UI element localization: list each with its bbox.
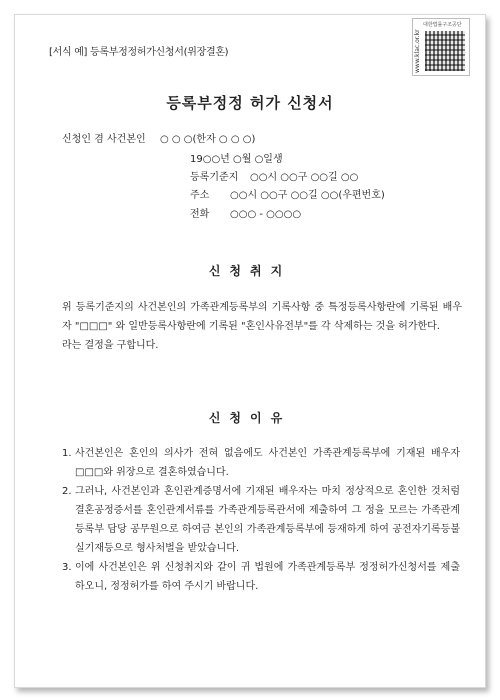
- purpose-paragraph: 위 등록기준지의 사건본인의 가족관계등록부의 기록사항 중 특정등록사항란에 기록된 배우자 "□□□" 와 일반등록사항란에 기록된 "혼인사유전부"를 각 삭제하는 것을 허가한다.: [62, 302, 462, 332]
- reason-number: 3.: [62, 562, 72, 573]
- applicant-name: ○ ○ ○(한자 ○ ○ ○): [160, 134, 256, 145]
- reasons-list: [62, 444, 460, 596]
- phone-label: 전화: [190, 209, 210, 220]
- purpose-body: [62, 298, 462, 355]
- applicant-registry: [190, 168, 358, 183]
- applicant-address: [190, 186, 385, 201]
- reason-item: [62, 444, 460, 482]
- registry-label: 등록기준지: [190, 172, 239, 183]
- purpose-paragraph: 라는 결정을 구합니다.: [62, 340, 159, 351]
- stamp-caption: 대한법률구조공단: [423, 22, 462, 28]
- applicant-phone: [190, 205, 301, 220]
- reason-item: [62, 482, 460, 558]
- form-label: [서식 예] 등록부정정허가신청서(위장결혼): [49, 47, 229, 58]
- reason-number: 1.: [62, 448, 72, 459]
- document-title: 등록부정정 허가 신청서: [166, 94, 334, 112]
- address-label: 주소: [190, 190, 210, 201]
- address-value: ○○시 ○○구 ○○길 ○○(우편번호): [230, 190, 385, 201]
- reasons-heading: 신청이유: [208, 411, 292, 425]
- purpose-heading: 신청취지: [208, 264, 292, 278]
- applicant-birth: 19○○년 ○월 ○일생: [190, 154, 283, 165]
- stamp-url: www.klac.or.kr: [414, 29, 421, 73]
- klac-stamp: [412, 18, 470, 76]
- registry-value: ○○시 ○○구 ○○길 ○○: [250, 172, 359, 183]
- applicant-label: 신청인 겸 사건본인: [62, 134, 146, 145]
- qr-code-icon: [425, 31, 465, 71]
- reason-text: 사건본인은 혼인의 의사가 전혀 없음에도 사건본인 가족관계등록부에 기재된 배우자 □□□와 위장으로 결혼하였습니다.: [75, 448, 460, 478]
- reason-text: 그러나, 사건본인과 혼인관계증명서에 기재된 배우자는 마치 정상적으로 혼인한 것처럼 결혼공정증서를 혼인관계서류를 가족관계등록관서에 제출하여 그 정을 모르는 가족관계등록부 담당 공무원으로 하여금 본인의 가족관계등록부에 등재하게 하여 공전자기록등불실기재등으로 형사처벌을 받았습니다.: [75, 486, 460, 554]
- reason-text: 이에 사건본인은 위 신청취지와 같이 귀 법원에 가족관계등록부 정정허가신청서를 제출하오니, 정정허가를 하여 주시기 바랍니다.: [75, 562, 460, 592]
- reason-item: [62, 558, 460, 596]
- reason-number: 2.: [62, 486, 72, 497]
- phone-value: ○○○ - ○○○○: [230, 209, 302, 220]
